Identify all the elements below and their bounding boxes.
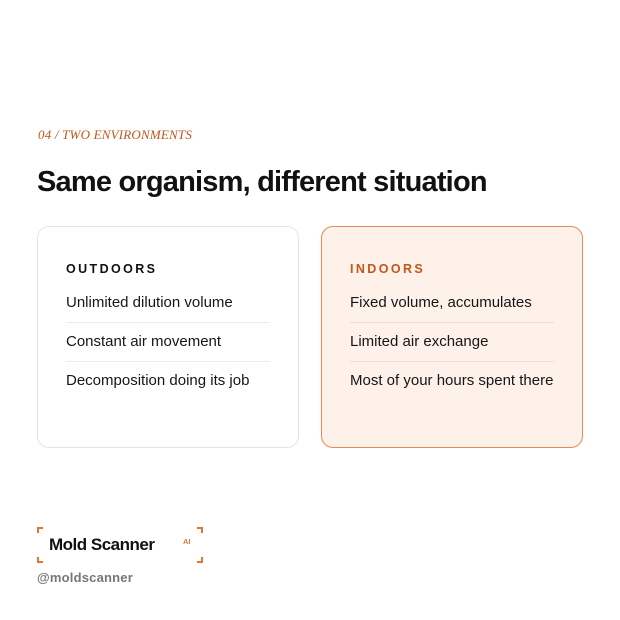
brand-ai-badge: AI xyxy=(183,537,191,546)
logo-corner-bracket xyxy=(37,527,43,533)
brand-name: Mold Scanner xyxy=(49,535,155,554)
social-handle: @moldscanner xyxy=(37,570,133,585)
outdoors-list xyxy=(66,293,270,400)
list-item: Constant air movement xyxy=(66,332,270,362)
list-item: Limited air exchange xyxy=(350,332,554,362)
list-item: Fixed volume, accumulates xyxy=(350,293,554,323)
indoors-card xyxy=(321,226,583,448)
section-kicker: 04 / TWO ENVIRONMENTS xyxy=(38,127,193,142)
outdoors-card-title: OUTDOORS xyxy=(66,262,158,276)
list-item: Unlimited dilution volume xyxy=(66,293,270,323)
brand-logo xyxy=(37,527,203,563)
logo-corner-bracket xyxy=(37,557,43,563)
indoors-list xyxy=(350,293,554,400)
logo-corner-bracket xyxy=(197,557,203,563)
outdoors-card xyxy=(37,226,299,448)
page-title: Same organism, different situation xyxy=(37,166,487,198)
list-item: Decomposition doing its job xyxy=(66,372,250,389)
logo-corner-bracket xyxy=(197,527,203,533)
indoors-card-title: INDOORS xyxy=(350,262,426,276)
list-item: Most of your hours spent there xyxy=(350,372,554,389)
